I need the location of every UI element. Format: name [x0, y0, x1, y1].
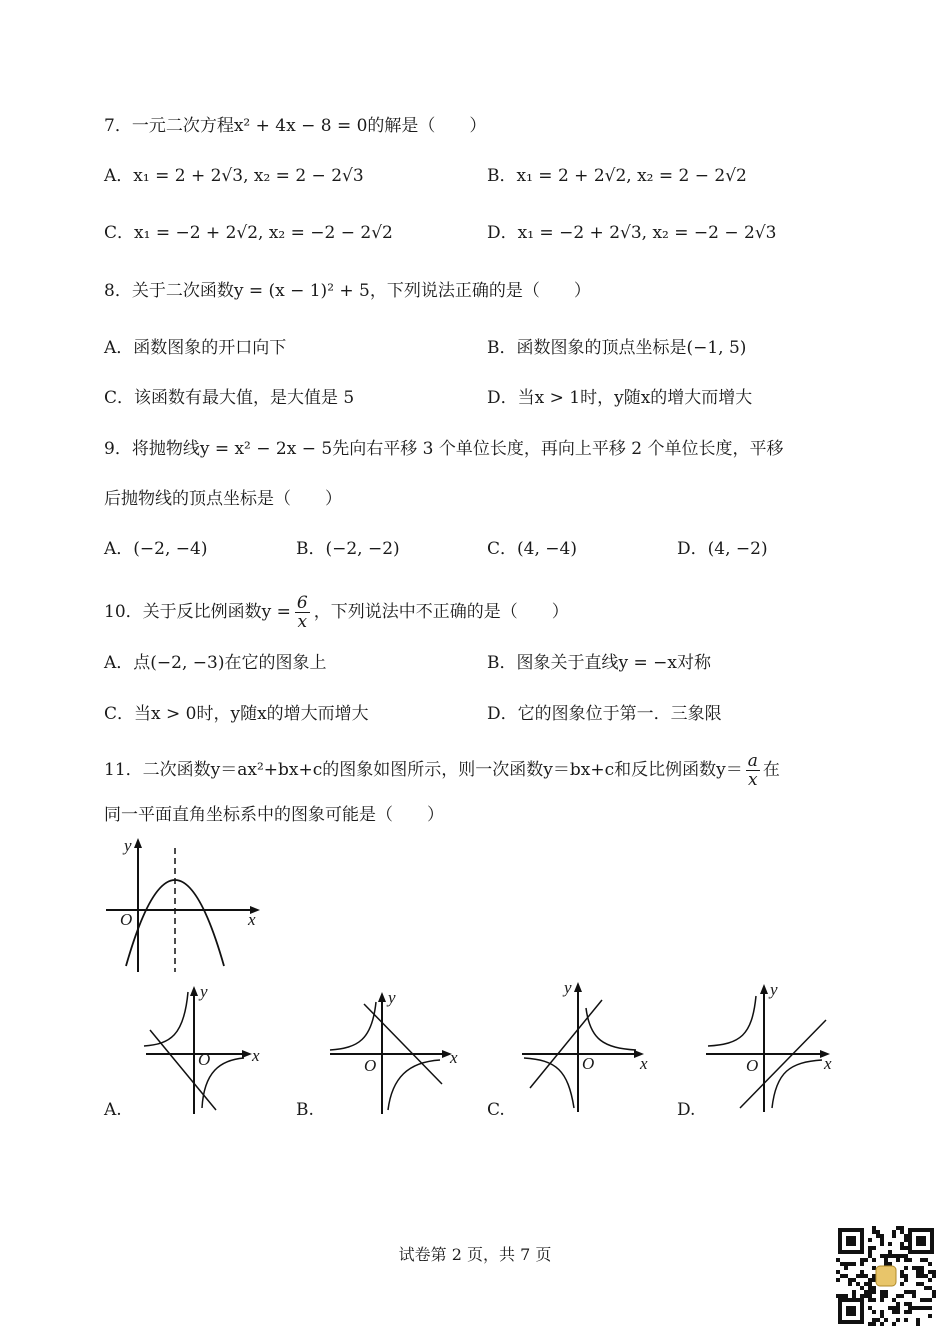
question-7-option-b: B．x₁ = 2 + 2√2, x₂ = 2 − 2√2: [487, 166, 747, 186]
question-10-stem-post: ，下列说法中不正确的是（ ）: [313, 602, 569, 622]
option-a-label: A.: [104, 1100, 122, 1120]
parabola-x-label: x: [248, 910, 256, 929]
question-10-stem-pre: 10．关于反比例函数y =: [104, 602, 291, 622]
question-9-stem-line1: 9．将抛物线y = x² − 2x − 5先向右平移 3 个单位长度，再向上平移 2 个单位长度，平移: [104, 439, 784, 459]
option-c-graph: [520, 978, 660, 1118]
question-7-option-c: C．x₁ = −2 + 2√2, x₂ = −2 − 2√2: [104, 223, 393, 243]
option-a-x-label: x: [252, 1046, 260, 1065]
question-10-frac-num: 6: [296, 593, 308, 613]
option-c-label: C.: [487, 1100, 505, 1120]
question-9-option-a: A．(−2, −4): [104, 539, 208, 559]
option-b-label: B.: [296, 1100, 314, 1120]
option-d-graph: [704, 980, 844, 1120]
question-11-frac-den: x: [747, 770, 758, 790]
page-footer: 试卷第 2 页，共 7 页: [398, 1245, 552, 1264]
parabola-origin-label: O: [120, 910, 133, 929]
question-11-stem-line2: 同一平面直角坐标系中的图象可能是（ ）: [104, 805, 444, 825]
question-10-option-c: C．当x > 0时，y随x的增大而增大: [104, 704, 369, 724]
question-8-stem: 8．关于二次函数y = (x − 1)² + 5，下列说法正确的是（ ）: [104, 281, 591, 301]
option-b-y-label: y: [388, 988, 396, 1007]
option-d-origin-label: O: [746, 1056, 759, 1075]
option-c-x-label: x: [640, 1054, 648, 1073]
question-7-option-d: D．x₁ = −2 + 2√3, x₂ = −2 − 2√3: [487, 223, 777, 243]
parabola-figure: [104, 836, 264, 976]
question-11-stem-pre: 11．二次函数y＝ax²+bx+c的图象如图所示，则一次函数y＝bx+c和反比例函数y＝: [104, 760, 743, 780]
question-7-option-a: A．x₁ = 2 + 2√3, x₂ = 2 − 2√3: [104, 166, 364, 186]
question-9-option-c: C．(4, −4): [487, 539, 577, 559]
qr-code-icon: [836, 1226, 936, 1326]
option-b-origin-label: O: [364, 1056, 377, 1075]
question-8-option-c: C．该函数有最大值，是大值是 5: [104, 388, 355, 408]
question-10-option-b: B．图象关于直线y = −x对称: [487, 653, 711, 673]
question-7-stem: 7．一元二次方程x² + 4x − 8 = 0的解是（ ）: [104, 116, 487, 136]
question-10-frac-den: x: [297, 612, 308, 632]
question-8-option-a: A．函数图象的开口向下: [104, 338, 287, 358]
question-9-option-b: B．(−2, −2): [296, 539, 400, 559]
option-b-x-label: x: [450, 1048, 458, 1067]
option-a-y-label: y: [200, 982, 208, 1001]
option-b-graph: [328, 988, 468, 1118]
option-c-y-label: y: [564, 978, 572, 997]
option-c-origin-label: O: [582, 1054, 595, 1073]
question-8-option-d: D．当x > 1时，y随x的增大而增大: [487, 388, 753, 408]
option-a-graph: [140, 982, 270, 1117]
question-11-stem-post: 在: [762, 760, 780, 780]
question-11-fraction: [746, 752, 760, 789]
question-11-stem-line1: [104, 752, 780, 789]
question-11-frac-num: a: [747, 751, 758, 771]
question-10-stem: [104, 594, 569, 631]
question-10-option-a: A．点(−2, −3)在它的图象上: [104, 653, 327, 673]
question-9-option-d: D．(4, −2): [677, 539, 768, 559]
parabola-y-label: y: [124, 836, 132, 855]
option-d-label: D.: [677, 1100, 696, 1120]
question-10-option-d: D．它的图象位于第一．三象限: [487, 704, 722, 724]
option-d-y-label: y: [770, 980, 778, 999]
question-9-stem-line2: 后抛物线的顶点坐标是（ ）: [104, 489, 342, 509]
question-10-fraction: [295, 594, 310, 631]
question-8-option-b: B．函数图象的顶点坐标是(−1, 5): [487, 338, 747, 358]
option-a-origin-label: O: [198, 1050, 211, 1069]
option-d-x-label: x: [824, 1054, 832, 1073]
